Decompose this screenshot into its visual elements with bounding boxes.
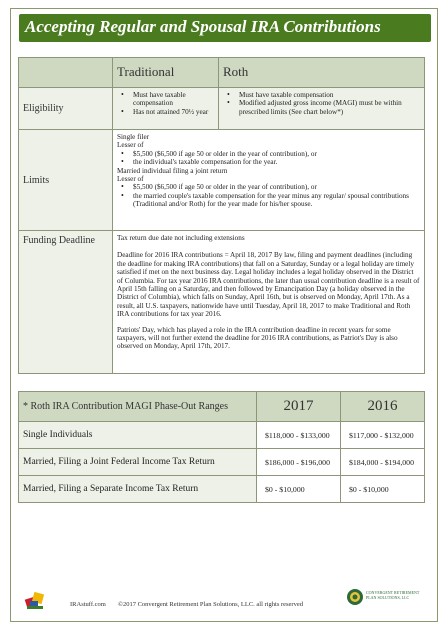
- magi-phaseout-table: [18, 391, 425, 503]
- list-item: • the individual's taxable compensation for the year.: [119, 158, 420, 166]
- table-row: [19, 449, 425, 476]
- table-header-row: [19, 58, 425, 88]
- header-blank: [19, 58, 113, 88]
- list-item: • Modified adjusted gross income (MAGI) must be within prescribed limits (See chart below*): [225, 99, 420, 116]
- limits-row: [19, 130, 425, 231]
- value-2016: $0 - $10,000: [341, 476, 425, 503]
- year-2017-header: 2017: [257, 392, 341, 422]
- funding-deadline-detail: Deadline for 2016 IRA contributions = April 18, 2017 By law, filing and payment deadlines (including the deadline for making IRA contributions) that fall on a Saturday, Sunday or a legal holiday are timely satisfied if met on the next business day. Legal holiday includes a legal holiday observed in the District of Columbia. For tax year 2016 IRA contributions, the later than usual contribution deadline is a result of April 15th falling on a Saturday, and then followed by Emancipation Day (a holiday observed in the District of Columbia), which falls on Sunday, April 16th, but is observed on Monday, April 17th. As a result, all U.S. taxpayers, nationwide have until Tuesday, April 18, 2017 to make Traditional and Roth IRA contributions for tax year 2016.: [117, 251, 420, 319]
- magi-header-row: [19, 392, 425, 422]
- header-roth: Roth: [219, 58, 425, 88]
- value-2016: $184,000 - $194,000: [341, 449, 425, 476]
- lesser-of-label: Lesser of: [117, 141, 144, 150]
- limits-label: Limits: [19, 130, 113, 231]
- eligibility-label: Eligibility: [19, 88, 113, 130]
- row-label: Single Individuals: [19, 422, 257, 449]
- patriots-day-note: Patriots' Day, which has played a role in the IRA contribution deadline in recent years for some taxpayers, will not further extend the deadline for 2016 IRA contributions, as Patriot's Day is also observed on Monday, April 17th, 2017.: [117, 325, 398, 351]
- list-item: • $5,500 ($6,500 if age 50 or older in the year of contribution), or: [119, 183, 420, 191]
- list-item: • $5,500 ($6,500 if age 50 or older in the year of contribution), or: [119, 150, 420, 158]
- list-item: • Has not attained 70½ year: [119, 108, 214, 116]
- table-row: [19, 476, 425, 503]
- list-item: • Must have taxable compensation: [119, 91, 214, 108]
- funding-deadline-label: Funding Deadline: [19, 231, 113, 374]
- table-row: [19, 422, 425, 449]
- page-title: Accepting Regular and Spousal IRA Contributions: [25, 17, 381, 36]
- row-label: Married, Filing a Separate Income Tax Return: [19, 476, 257, 503]
- list-item: • Must have taxable compensation: [225, 91, 420, 99]
- year-2016-header: 2016: [341, 392, 425, 422]
- eligibility-roth: [219, 88, 425, 130]
- value-2017: $0 - $10,000: [257, 476, 341, 503]
- ira-comparison-table: [18, 57, 425, 374]
- header-traditional: Traditional: [113, 58, 219, 88]
- copyright-text: ©2017 Convergent Retirement Plan Solutions, LLC. all rights reserved: [118, 601, 303, 608]
- value-2016: $117,000 - $132,000: [341, 422, 425, 449]
- list-item: • the married couple's taxable compensation for the year minus any regular/ spousal contributions (Traditional and/or Roth) for the year made for his/her spouse.: [119, 192, 420, 209]
- limits-content: [113, 130, 425, 231]
- funding-deadline-summary: Tax return due date not including extensions: [117, 234, 245, 242]
- convergent-logo-text: CONVERGENT RETIREMENT PLAN SOLUTIONS, LLC: [366, 590, 420, 600]
- magi-header-label: * Roth IRA Contribution MAGI Phase-Out Ranges: [19, 392, 257, 422]
- eligibility-row: [19, 88, 425, 130]
- value-2017: $186,000 - $196,000: [257, 449, 341, 476]
- title-banner: [19, 14, 431, 42]
- eligibility-traditional: [113, 88, 219, 130]
- married-joint-heading: Married individual filing a joint return: [117, 166, 228, 175]
- funding-deadline-row: [19, 231, 425, 374]
- site-link[interactable]: IRAstuff.com: [70, 601, 106, 608]
- single-filer-heading: Single filer: [117, 133, 150, 141]
- lesser-of-label: Lesser of: [117, 175, 144, 184]
- funding-deadline-content: [113, 231, 425, 374]
- row-label: Married, Filing a Joint Federal Income Tax Return: [19, 449, 257, 476]
- value-2017: $118,000 - $133,000: [257, 422, 341, 449]
